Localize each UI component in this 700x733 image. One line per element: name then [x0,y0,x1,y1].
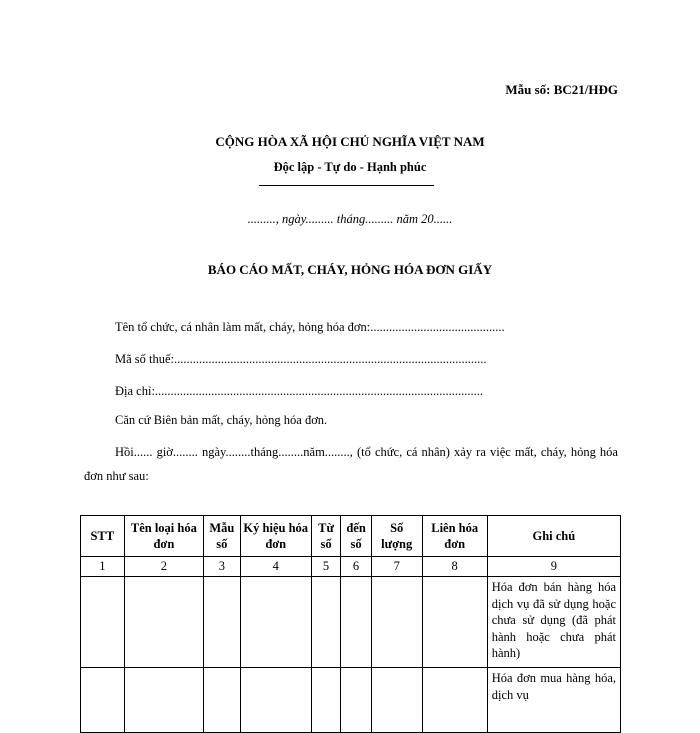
table-cell [204,577,241,668]
column-number: 7 [371,557,422,577]
org-name-field: Tên tổ chức, cá nhân làm mất, cháy, hỏng hóa đơn:........................................... [115,320,505,334]
table-cell [341,577,372,668]
column-number: 5 [311,557,340,577]
column-number: 2 [124,557,203,577]
table-cell [240,577,311,668]
column-number: 6 [341,557,372,577]
header-cell: Mẫu số [204,516,241,557]
table-cell [311,668,340,733]
report-title: BÁO CÁO MẤT, CHÁY, HỎNG HÓA ĐƠN GIẤY [207,262,493,277]
table-row [81,668,621,733]
column-number: 1 [81,557,125,577]
motto: Độc lập - Tự do - Hạnh phúc [273,160,427,174]
header-cell: STT [81,516,125,557]
table-cell [371,577,422,668]
basis-line: Căn cứ Biên bản mất, cháy, hỏng hóa đơn. [115,413,328,427]
table-cell [240,668,311,733]
header-cell: Số lượng [371,516,422,557]
form-code: Mẫu số: BC21/HĐG [505,82,618,97]
header-cell: Ký hiệu hóa đơn [240,516,311,557]
address-field: Địa chỉ:......................................................................................................... [115,384,484,398]
tax-code-field: Mã số thuế:.................................................................................................... [115,352,487,366]
table-cell [341,668,372,733]
table-cell [204,668,241,733]
table-cell [124,577,203,668]
invoice-table [80,515,621,733]
table-cell [311,577,340,668]
column-number: 8 [422,557,487,577]
table-cell [124,668,203,733]
motto-underline [259,185,434,186]
table-row [81,577,621,668]
column-number: 3 [204,557,241,577]
column-number-row [81,557,621,577]
column-number: 9 [487,557,620,577]
header-cell: Tên loại hóa đơn [124,516,203,557]
table-header-row [81,516,621,557]
note-cell: Hóa đơn bán hàng hóa dịch vụ đã sử dụng hoặc chưa sử dụng (đã phát hành hoặc chưa phát hành) [487,577,620,668]
table-cell [371,668,422,733]
table-cell [81,668,125,733]
header-cell: Ghi chú [487,516,620,557]
table-cell [422,668,487,733]
column-number: 4 [240,557,311,577]
note-cell: Hóa đơn mua hàng hóa, dịch vụ [487,668,620,733]
table-cell [422,577,487,668]
incident-paragraph: Hồi...... giờ........ ngày........tháng........năm........, (tổ chức, cá nhân) xảy ra việc mất, cháy, hỏng hóa đơn như sau: [84,445,618,483]
table-cell [81,577,125,668]
republic-header: CỘNG HÒA XÃ HỘI CHỦ NGHĨA VIỆT NAM [215,134,485,149]
header-cell: Từ số [311,516,340,557]
header-cell: đến số [341,516,372,557]
header-cell: Liên hóa đơn [422,516,487,557]
date-line: ........., ngày......... tháng......... năm 20...... [247,212,453,226]
